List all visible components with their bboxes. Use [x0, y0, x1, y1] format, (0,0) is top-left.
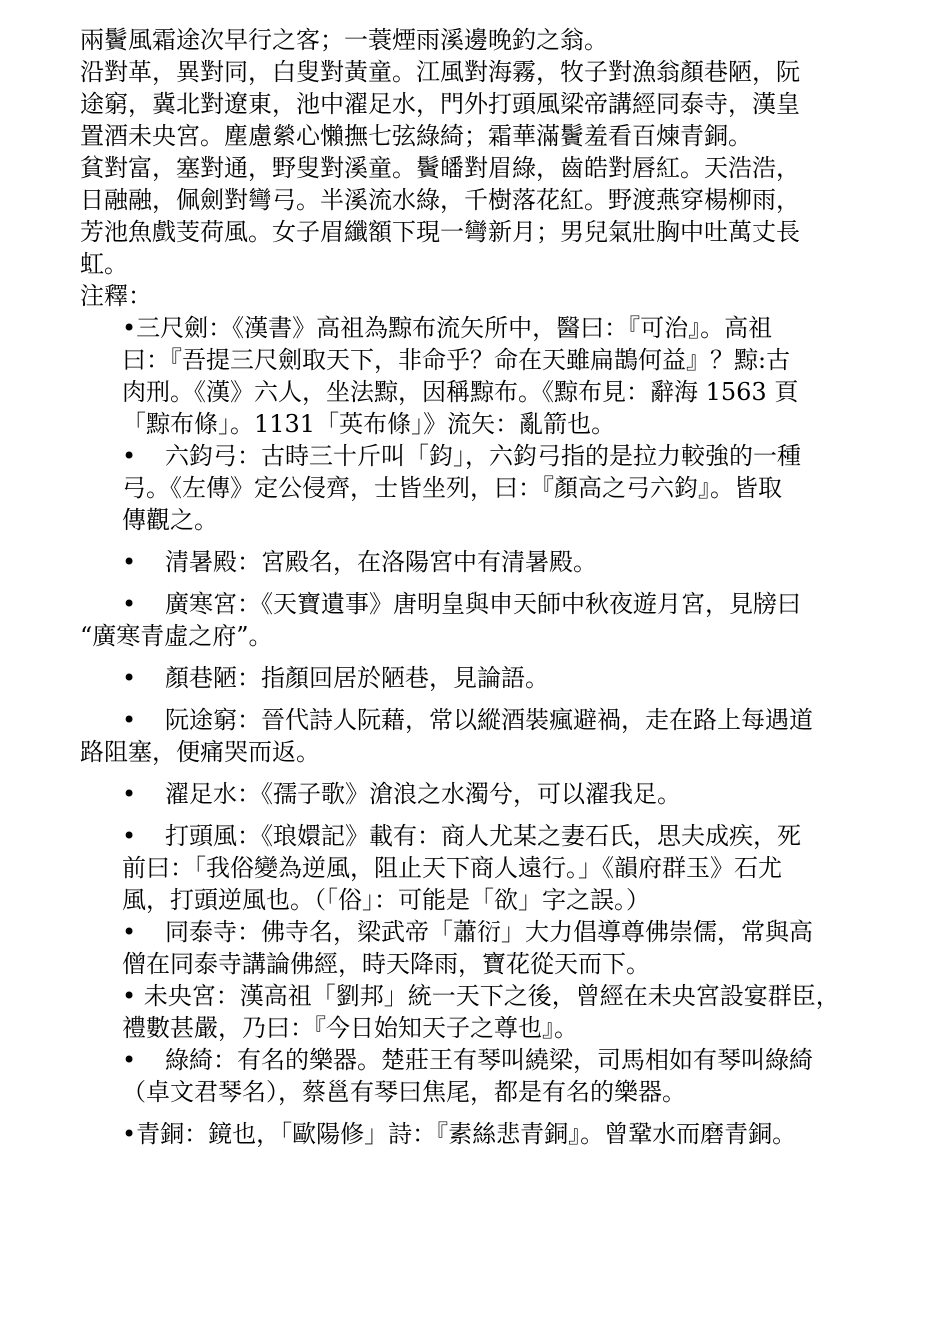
bullet: •: [122, 918, 137, 946]
note-lvqi-line-1: • 綠綺：有名的樂器。楚莊王有琴叫繞梁，司馬相如有琴叫綠綺: [122, 1046, 813, 1074]
bullet: •: [122, 548, 137, 576]
text-line-1: 兩鬢風霜途次早行之客；一蓑煙雨溪邊晚釣之翁。: [80, 26, 608, 54]
note-datoufeng-line-2: 前曰：「我俗變為逆風，阻止天下商人遠行。」《韻府群玉》石尤: [122, 854, 782, 882]
note-weiyanggong-line-2: 禮數甚嚴，乃曰：『今日始知天子之尊也』。: [122, 1014, 578, 1042]
text-line-4: 置酒未央宮。塵慮縈心懶撫七弦綠綺；霜華滿鬢羞看百煉青銅。: [80, 122, 752, 150]
bullet: •: [122, 780, 137, 808]
bullet: •: [122, 590, 137, 618]
note-qingtong: •青銅：鏡也，「歐陽修」詩：『素絲悲青銅』。曾鞏水而磨青銅。: [122, 1120, 797, 1148]
note-sanchijian-line-4: 「黥布條」。1131「英布條」》流矢：亂箭也。: [122, 410, 616, 438]
note-sanchijian-line-1: •三尺劍：《漢書》高祖為黥布流矢所中，醫曰：『可治』。高祖: [122, 314, 773, 342]
note-guanghangong-line-2: “廣寒青虛之府”。: [80, 622, 273, 650]
note-datoufeng-line-1: • 打頭風：《琅嬛記》載有：商人尤某之妻石氏，思夫成疾，死: [122, 822, 801, 850]
note-ruantuqiong-line-2: 路阻塞，便痛哭而返。: [80, 738, 320, 766]
note-weiyanggong-line-1: • 未央宮：漢高祖「劉邦」統一天下之後，曾經在未央宮設宴群臣，: [122, 982, 840, 1010]
note-liujungong-line-1: • 六鈞弓：古時三十斤叫「鈞」，六鈞弓指的是拉力較強的一種: [122, 442, 801, 470]
note-qingshudian: • 清暑殿：宮殿名，在洛陽宮中有清暑殿。: [122, 548, 597, 576]
note-liujungong-line-3: 傳觀之。: [122, 506, 218, 534]
note-zhuozushui: • 濯足水：《孺子歌》滄浪之水濁兮，可以濯我足。: [122, 780, 681, 808]
note-sanchijian-line-3: 肉刑。《漢》六人，坐法黥，因稱黥布。《黥布見：辭海 1563 頁: [122, 378, 799, 406]
text-line-5: 貧對富，塞對通，野叟對溪童。鬢皤對眉綠，齒皓對唇紅。天浩浩，: [80, 154, 800, 182]
bullet: •: [122, 822, 137, 850]
text-line-3: 途窮，冀北對遼東，池中濯足水，門外打頭風梁帝講經同泰寺，漢皇: [80, 90, 800, 118]
note-sanchijian-line-2: 曰：『吾提三尺劍取天下，非命乎？命在天雖扁鵲何益』？黥:古: [122, 346, 791, 374]
note-yanxianglou: • 顏巷陋：指顏回居於陋巷，見論語。: [122, 664, 549, 692]
note-tongtaisi-line-2: 僧在同泰寺講論佛經，時天降雨，寶花從天而下。: [122, 950, 650, 978]
note-lvqi-line-2: （卓文君琴名），蔡邕有琴曰焦尾，都是有名的樂器。: [122, 1078, 686, 1106]
bullet: •: [122, 706, 137, 734]
notes-heading: 注釋：: [80, 282, 152, 310]
bullet: •: [122, 442, 137, 470]
text-line-7: 芳池魚戲芰荷風。女子眉纖額下現一彎新月；男兒氣壯胸中吐萬丈長: [80, 218, 800, 246]
text-line-6: 日融融，佩劍對彎弓。半溪流水綠，千樹落花紅。野渡燕穿楊柳雨，: [80, 186, 800, 214]
document-page: [80, 24, 870, 1150]
note-liujungong-line-2: 弓。《左傳》定公侵齊，士皆坐列，曰：『顏高之弓六鈞』。皆取: [122, 474, 782, 502]
text-line-8: 虹。: [80, 250, 128, 278]
bullet: •: [122, 664, 137, 692]
text-line-2: 沿對革，異對同，白叟對黃童。江風對海霧，牧子對漁翁顏巷陋，阮: [80, 58, 800, 86]
note-datoufeng-line-3: 風，打頭逆風也。（「俗」：可能是「欲」字之誤。）: [122, 886, 650, 914]
note-ruantuqiong-line-1: • 阮途窮：晉代詩人阮藉，常以縱酒裝瘋避禍，走在路上每遇道: [122, 706, 813, 734]
bullet: •: [122, 1046, 137, 1074]
note-guanghangong-line-1: • 廣寒宮：《天寶遺事》唐明皇與申天師中秋夜遊月宮，見牓曰: [122, 590, 801, 618]
note-tongtaisi-line-1: • 同泰寺：佛寺名，梁武帝「蕭衍」大力倡導尊佛崇儒，常與高: [122, 918, 813, 946]
